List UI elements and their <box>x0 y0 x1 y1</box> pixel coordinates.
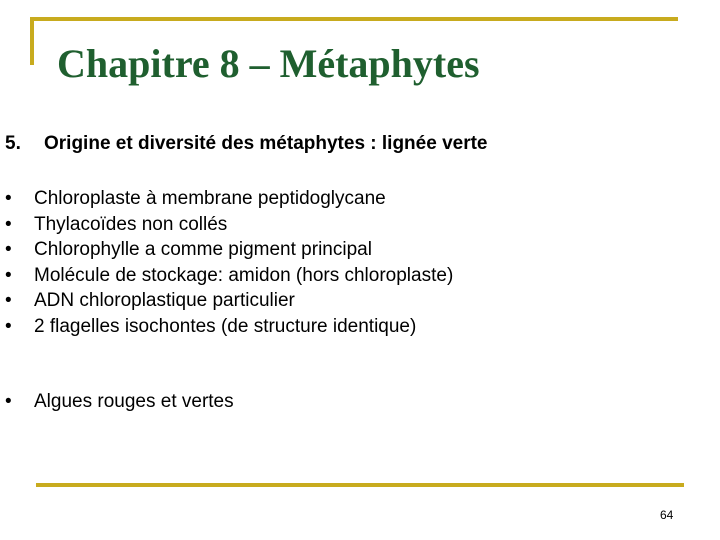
frame-bottom-rule <box>36 483 684 487</box>
list-item-text: Molécule de stockage: amidon (hors chloroplaste) <box>34 264 454 286</box>
list-item <box>5 186 453 212</box>
list-item-text: Algues rouges et vertes <box>34 391 234 412</box>
section-title: Origine et diversité des métaphytes : lignée verte <box>44 133 488 154</box>
list-item <box>5 237 453 263</box>
frame-top-rule <box>30 17 678 21</box>
slide-title: Chapitre 8 – Métaphytes <box>57 41 480 86</box>
bullet-list <box>5 186 453 339</box>
bullet-icon: • <box>5 239 12 260</box>
frame-left-rule <box>30 17 34 65</box>
list-item-text: 2 flagelles isochontes (de structure identique) <box>34 315 417 337</box>
list-item-text: ADN chloroplastique particulier <box>34 290 295 311</box>
page-number: 64 <box>660 508 674 522</box>
secondary-bullet-list <box>5 389 234 415</box>
list-item <box>5 212 453 238</box>
bullet-icon: • <box>5 188 12 209</box>
list-item-text: Chlorophylle a comme pigment principal <box>34 239 372 260</box>
bullet-icon: • <box>5 391 12 412</box>
list-item <box>5 314 453 340</box>
bullet-icon: • <box>5 315 12 337</box>
list-item <box>5 263 453 289</box>
bullet-icon: • <box>5 290 12 311</box>
section-heading <box>5 131 488 157</box>
section-number: 5. <box>5 133 21 154</box>
list-item-text: Chloroplaste à membrane peptidoglycane <box>34 188 386 209</box>
list-item <box>5 288 453 314</box>
bullet-icon: • <box>5 213 12 235</box>
bullet-icon: • <box>5 264 12 286</box>
list-item <box>5 389 234 415</box>
list-item-text: Thylacoïdes non collés <box>34 213 228 235</box>
